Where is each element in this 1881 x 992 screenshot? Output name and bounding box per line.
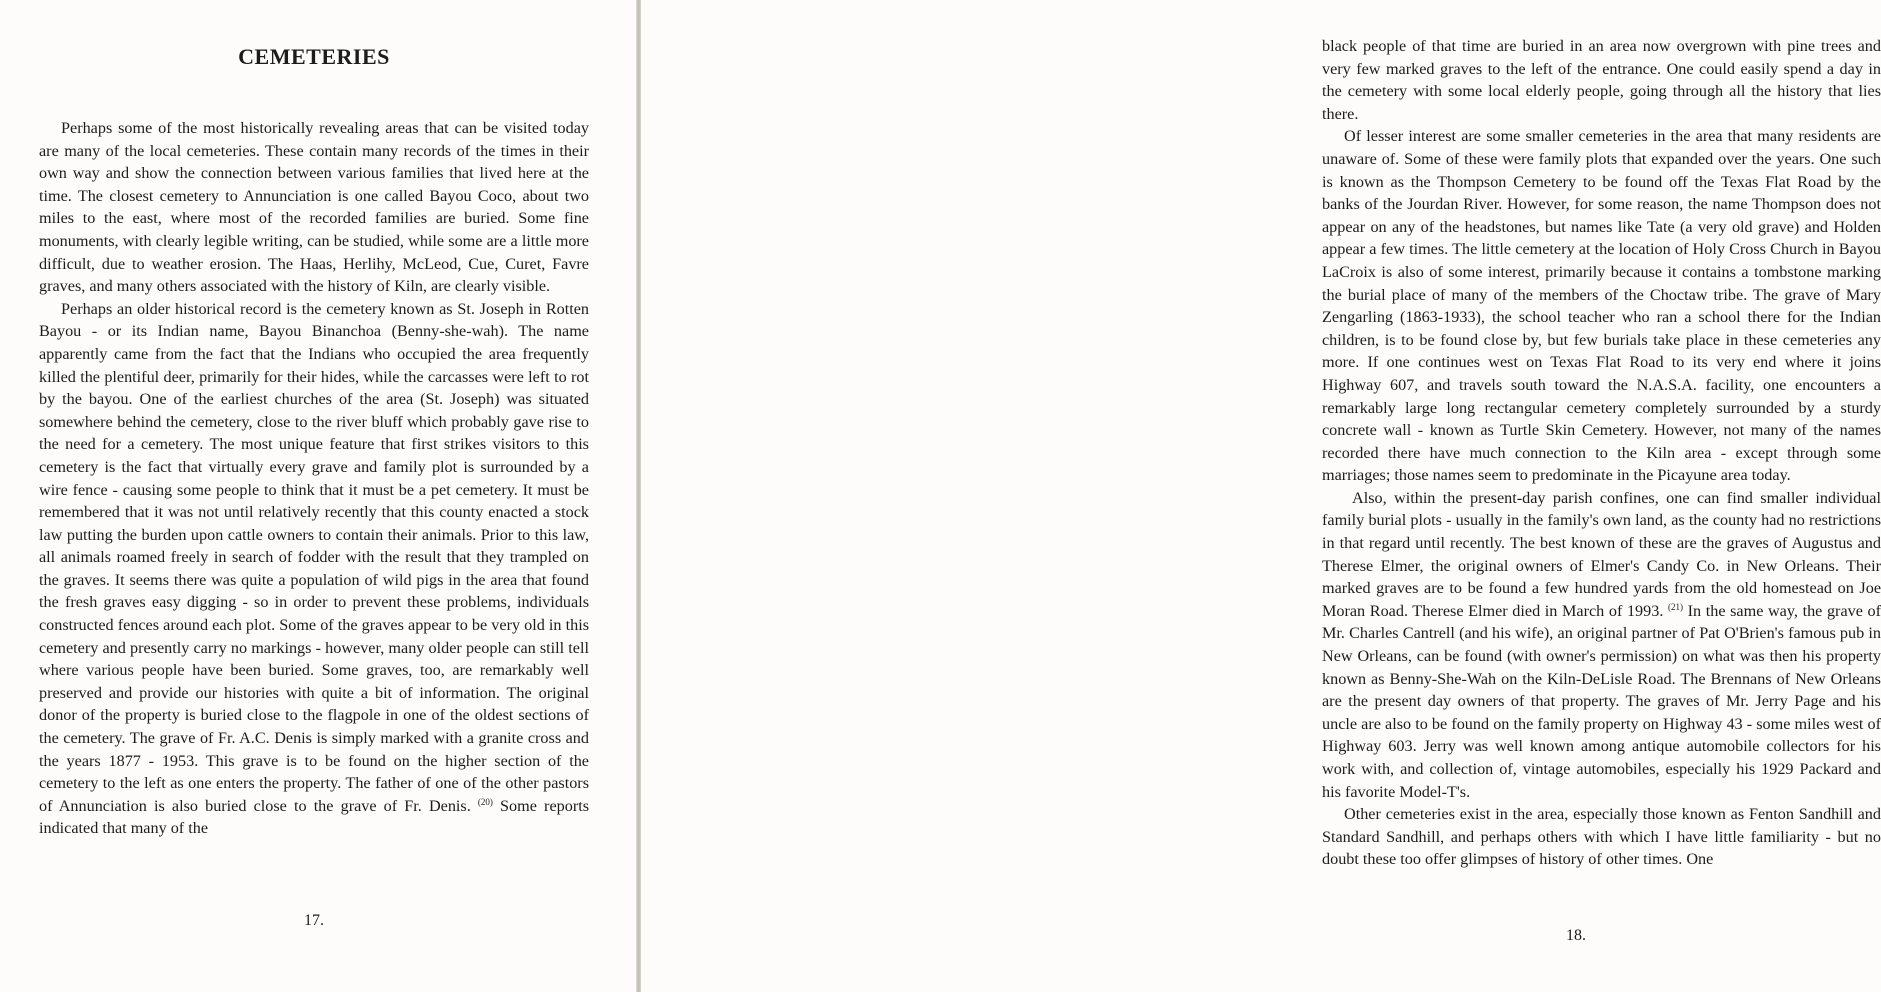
page-number: 18. — [1566, 927, 1586, 944]
paragraph: Perhaps some of the most historically revealing areas that can be visited today are many of the local cemeteries. These contain many records of the times in their own way and show the connection between various families that lived here at the time. The closest cemetery to Annunciation is one called Bayou Coco, about two miles to the east, where most of the recorded families are buried. Some fine monuments, with clearly legible writing, can be studied, while some are a little more difficult, due to weather erosion. The Haas, Herlihy, McLeod, Cue, Curet, Favre graves, and many others associated with the history of Kiln, are clearly visible. — [39, 119, 589, 296]
footnote-ref: (20) — [477, 796, 493, 807]
paragraph: Of lesser interest are some smaller cemeteries in the area that many residents are unaware of. Some of these were family plots that expanded over the years. One such is known as the Thompson Cemetery to be found off the Texas Flat Road by the banks of the Jourdan River. However, for some reason, the name Thompson does not appear on any of the headstones, but names like Tate (a very old grave) and Holden appear a few times. The little cemetery at the location of Holy Cross Church in Bayou LaCroix is also of some interest, primarily because it contains a tombstone marking the burial place of many of the members of the Choctaw tribe. The grave of Mary Zengarling (1863-1933), the school teacher who ran a school there for the Indian children, is to be found close by, but few burials take place in these cemeteries any more. If one continues west on Texas Flat Road to its very end where it joins Highway 607, and travels south toward the N.A.S.A. facility, one encounters a remarkably large long rectangular cemetery completely surrounded by a sturdy concrete wall - known as Turtle Skin Cemetery. However, not many of the names recorded there have much connection to the Kiln area - except through some marriages; those names seem to predominate in the Picayune area today. — [1322, 127, 1881, 485]
footnote-ref: (21) — [1668, 601, 1684, 612]
left-page-body — [39, 117, 589, 840]
page-title: CEMETERIES — [238, 44, 390, 69]
right-page — [641, 0, 1881, 992]
paragraph: Other cemeteries exist in the area, especially those known as Fenton Sandhill and Standard Sandhill, and perhaps others with which I have little familiarity - but no doubt these too offer glimpses of history of other times. One — [1322, 805, 1881, 869]
paragraph: Perhaps an older historical record is the cemetery known as St. Joseph in Rotten Bayou - or its Indian name, Bayou Binanchoa (Benny-she-wah). The name apparently came from the fact that the Indians who occupied the area frequently killed the plentiful deer, primarily for their hides, while the carcasses were left to rot by the bayou. One of the earliest churches of the area (St. Joseph) was situated somewhere behind the cemetery, close to the river bluff which probably gave rise to the need for a cemetery. The most unique feature that first strikes visitors to this cemetery is the fact that virtually every grave and family plot is surrounded by a wire fence - causing some people to think that it must be a pet cemetery. It must be remembered that it was not until relatively recently that this county enacted a stock law putting the burden upon cattle owners to contain their animals. Prior to this law, all animals roamed freely in search of fodder with the result that they trampled on the graves. It seems there was quite a population of wild pigs in the area that found the fresh graves easy digging - so in order to prevent these problems, individuals constructed fences around each plot. Some of the graves appear to be very old in this cemetery and presently carry no markings - however, many older people can still tell where various people have been buried. Some graves, too, are remarkably well preserved and provide our histories with quite a bit of information. The original donor of the property is buried close to the flagpole in one of the oldest sections of the cemetery. The grave of Fr. A.C. Denis is simply marked with a granite cross and the years 1877 - 1953. This grave is to be found on the higher section of the cemetery to the left as one enters the property. The father of one of the other pastors of Annunciation is also buried close to the grave of Fr. Denis. $^{(20)}$ Some reports indicated that many of the — [39, 299, 590, 838]
left-page — [0, 0, 638, 992]
right-page-body — [1322, 35, 1881, 871]
paragraph: black people of that time are buried in an area now overgrown with pine trees and very few marked graves to the left of the entrance. One could easily spend a day in the cemetery with some local elderly people, going through all the history that lies there. — [1322, 37, 1881, 123]
paragraph: Also, within the present-day parish confines, one can find smaller individual family burial plots - usually in the family's own land, as the county had no restrictions in that regard until recently. The best known of these are the graves of Augustus and Therese Elmer, the original owners of Elmer's Candy Co. in New Orleans. Their marked graves are to be found a few hundred yards from the old homestead on Joe Moran Road. Therese Elmer died in March of 1993. $^{(21)}$ In the same way, the grave of Mr. Charles Cantrell (and his wife), an original partner of Pat O'Brien's famous pub in New Orleans, can be found (with owner's permission) on what was then his property known as Benny-She-Wah on the Kiln-DeLisle Road. The Brennans of New Orleans are the present day owners of that property. The graves of Mr. Jerry Page and his uncle are also to be found on the family property on Highway 43 - some miles west of Highway 603. Jerry was well known among antique automobile collectors for his work with, and collection of, vintage automobiles, especially his 1929 Packard and his favorite Model-T's. — [1322, 488, 1881, 801]
page-number: 17. — [304, 912, 324, 929]
